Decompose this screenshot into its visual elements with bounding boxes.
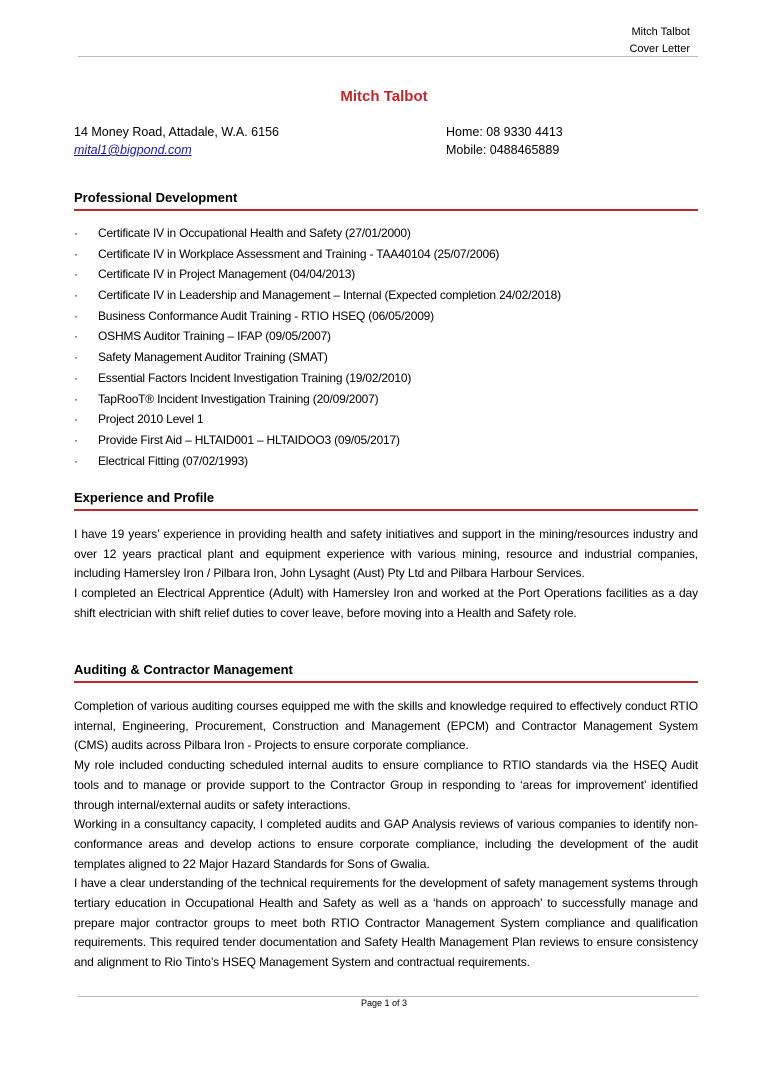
paragraph: I have a clear understanding of the technical requirements for the development of safety management systems through tertiary education in Occupational Health and Safety as well as a ‘hands on approach’ to successfully manage and prepare major contractor groups to meet both RTIO Contractor Management System compliance and qualification requirements. This required tender documentation and Safety Health Management Plan reviews to ensure consistency and alignment to Rio Tinto’s HSEQ Management System and contractual requirements. (74, 876, 698, 970)
list-item (74, 430, 698, 451)
list-item-text: Project 2010 Level 1 (98, 412, 204, 427)
list-item (74, 223, 698, 244)
section-heading-professional-development: Professional Development (74, 190, 698, 211)
paragraph: I have 19 years’ experience in providing health and safety initiatives and support in the mining/resources industry and over 12 years practical plant and equipment experience with various mining, resource and industrial companies, including Hamersley Iron / Pilbara Iron, John Lysaght (Aust) Pty Ltd and Pilbara Harbour Services. (74, 527, 698, 581)
list-item-text: Business Conformance Audit Training - RTIO HSEQ (06/05/2009) (98, 308, 434, 323)
page-number: Page 1 of 3 (360, 998, 408, 1008)
bullet-icon: · (74, 246, 78, 261)
list-item (74, 409, 698, 430)
paragraph: Working in a consultancy capacity, I completed audits and GAP Analysis reviews of various companies to identify non-conformance areas and develop actions to ensure corporate compliance, including the development of the audit templates aligned to 22 Major Hazard Standards for Sons of Gwalia. (74, 817, 698, 871)
list-item (74, 347, 698, 368)
list-item (74, 389, 698, 410)
header-divider (78, 56, 698, 57)
address: 14 Money Road, Attadale, W.A. 6156 (74, 125, 279, 139)
list-item (74, 285, 698, 306)
bullet-icon: · (74, 226, 78, 240)
page-title: Mitch Talbot (340, 88, 428, 105)
list-item (74, 326, 698, 347)
bullet-icon: · (74, 370, 78, 385)
home-phone: Home: 08 9330 4413 (446, 125, 563, 139)
list-item-text: TapRooT® Incident Investigation Training (20/09/2007) (98, 391, 379, 406)
experience-text (74, 525, 698, 624)
bullet-icon: · (74, 412, 78, 427)
list-item-text: Certificate IV in Occupational Health and Safety (27/01/2000) (98, 226, 411, 240)
section-heading-auditing: Auditing & Contractor Management (74, 662, 698, 683)
auditing-text (74, 697, 698, 973)
list-item-text: Safety Management Auditor Training (SMAT) (98, 350, 328, 365)
footer-divider (78, 996, 698, 997)
list-item (74, 244, 698, 265)
bullet-icon: · (74, 453, 78, 468)
list-item-text: Certificate IV in Leadership and Management – Internal (Expected completion 24/02/2018) (98, 288, 561, 303)
professional-development-list (74, 223, 698, 471)
list-item-text: Certificate IV in Workplace Assessment and Training - TAA40104 (25/07/2006) (98, 246, 500, 261)
list-item (74, 264, 698, 285)
bullet-icon: · (74, 350, 78, 365)
bullet-icon: · (74, 308, 78, 323)
paragraph: I completed an Electrical Apprentice (Adult) with Hamersley Iron and worked at the Port Operations facilities as a day shift electrician with shift relief duties to cover leave, before moving into a Health and Safety role. (74, 586, 698, 620)
list-item-text: OSHMS Auditor Training – IFAP (09/05/2007) (98, 329, 331, 344)
list-item (74, 368, 698, 389)
email-link[interactable]: mital1@bigpond.com (74, 143, 192, 157)
header-doc-type: Cover Letter (629, 43, 690, 55)
list-item (74, 451, 698, 472)
list-item-text: Provide First Aid – HLTAID001 – HLTAIDOO3 (09/05/2017) (98, 432, 400, 447)
list-item (74, 306, 698, 327)
bullet-icon: · (74, 329, 78, 344)
bullet-icon: · (74, 432, 78, 447)
contact-row-2 (74, 141, 698, 159)
bullet-icon: · (74, 288, 78, 303)
bullet-icon: · (74, 391, 78, 406)
bullet-icon: · (74, 267, 78, 282)
list-item-text: Essential Factors Incident Investigation Training (19/02/2010) (98, 370, 412, 385)
contact-row-1 (74, 123, 698, 141)
list-item-text: Electrical Fitting (07/02/1993) (98, 453, 248, 468)
section-heading-experience: Experience and Profile (74, 490, 698, 511)
mobile-phone: Mobile: 0488465889 (446, 143, 560, 157)
paragraph: Completion of various auditing courses equipped me with the skills and knowledge required to effectively conduct RTIO internal, Engineering, Procurement, Construction and Management (EPCM) and Contractor Management System (CMS) audits across Pilbara Iron - Projects to ensure corporate compliance. (74, 699, 698, 753)
paragraph: My role included conducting scheduled internal audits to ensure compliance to RTIO standards via the HSEQ Audit tools and to manage or provide support to the Contractor Group in responding to ‘areas for improvement’ identified through internal/external audits or safety interactions. (74, 758, 698, 812)
list-item-text: Certificate IV in Project Management (04/04/2013) (98, 267, 356, 282)
header-name: Mitch Talbot (631, 26, 690, 38)
